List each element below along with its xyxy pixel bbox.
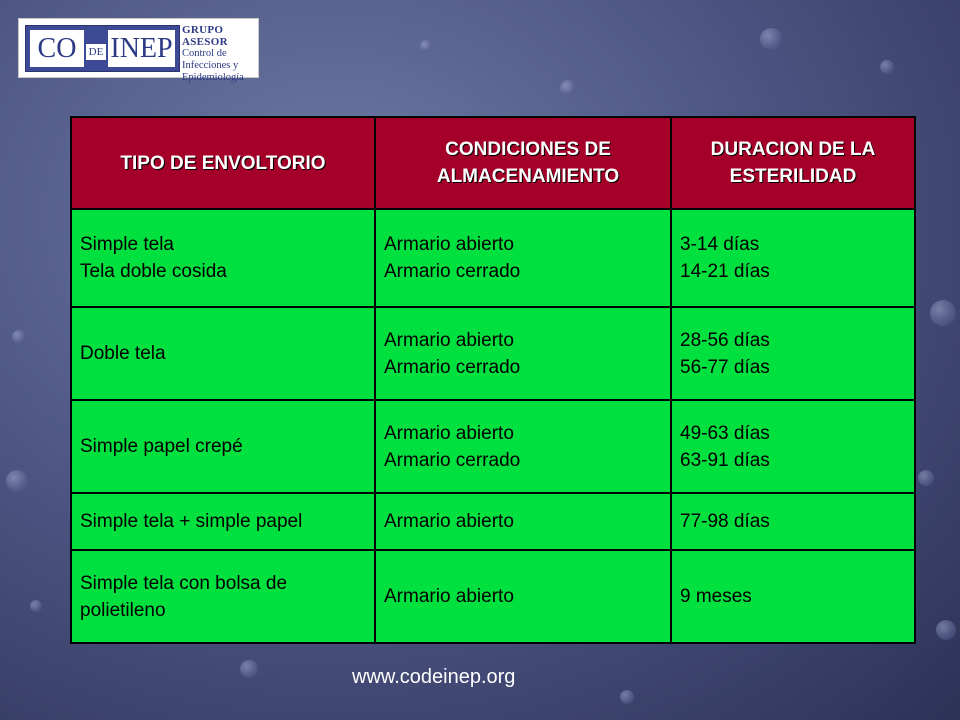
cell-line: Armario cerrado	[384, 261, 521, 282]
cell-condiciones	[375, 307, 671, 400]
cell-condiciones	[375, 209, 671, 307]
header-tipo: TIPO DE ENVOLTORIO	[71, 117, 375, 209]
cell-line: Armario abierto	[384, 511, 514, 532]
logo-line: Infecciones y	[182, 60, 239, 71]
background-dot	[240, 660, 258, 678]
background-dot	[560, 80, 576, 96]
background-dot	[918, 470, 934, 486]
background-dot	[880, 60, 894, 74]
cell-duracion	[671, 209, 915, 307]
cell-line: 3-14 días	[680, 234, 760, 255]
cell-tipo	[71, 307, 375, 400]
cell-condiciones	[375, 550, 671, 643]
background-dot	[12, 330, 26, 344]
cell-line: 63-91 días	[680, 449, 770, 471]
table-row	[71, 209, 915, 307]
cell-line: Armario abierto	[384, 329, 514, 351]
cell-line: Doble tela	[80, 343, 166, 364]
table-header-row	[71, 117, 915, 209]
cell-line: Armario abierto	[384, 422, 514, 444]
footer-url: www.codeinep.org	[352, 666, 516, 688]
table-row	[71, 400, 915, 493]
cell-line: Simple tela con bolsa de	[80, 572, 288, 594]
background-dot	[420, 40, 432, 52]
cell-tipo	[71, 550, 375, 643]
logo-co: CO	[30, 30, 84, 67]
background-dot	[760, 28, 782, 50]
cell-line: Simple tela + simple papel	[80, 511, 303, 532]
cell-line: Armario abierto	[384, 586, 514, 607]
background-dot	[930, 300, 956, 326]
logo-inep: INEP	[108, 30, 175, 67]
table-row	[71, 550, 915, 643]
logo-mark	[25, 25, 180, 72]
table-row	[71, 307, 915, 400]
cell-duracion	[671, 400, 915, 493]
cell-duracion	[671, 307, 915, 400]
cell-line: polietileno	[80, 599, 166, 621]
cell-tipo	[71, 209, 375, 307]
cell-line: 28-56 días	[680, 329, 770, 351]
cell-line: 77-98 días	[680, 511, 770, 532]
cell-line: 49-63 días	[680, 422, 770, 444]
cell-line: Simple tela	[80, 234, 174, 255]
background-dot	[620, 690, 634, 704]
cell-line: 56-77 días	[680, 356, 770, 378]
cell-line: 14-21 días	[680, 261, 770, 282]
cell-line: Armario cerrado	[384, 449, 521, 471]
cell-line: Armario cerrado	[384, 356, 521, 378]
table-row	[71, 493, 915, 550]
logo-de: DE	[86, 44, 106, 60]
cell-tipo	[71, 493, 375, 550]
header-duracion: DURACION DE LA ESTERILIDAD	[671, 117, 915, 209]
cell-condiciones	[375, 400, 671, 493]
logo-text	[182, 24, 258, 84]
background-dot	[936, 620, 956, 640]
cell-line: 9 meses	[680, 586, 752, 607]
background-dot	[30, 600, 42, 612]
cell-duracion	[671, 550, 915, 643]
logo-line: GRUPO ASESOR	[182, 24, 228, 48]
header-condiciones: CONDICIONES DE ALMACENAMIENTO	[375, 117, 671, 209]
cell-condiciones	[375, 493, 671, 550]
sterility-table	[70, 116, 916, 644]
cell-line: Tela doble cosida	[80, 261, 227, 282]
cell-tipo	[71, 400, 375, 493]
cell-duracion	[671, 493, 915, 550]
codeinep-logo	[18, 18, 259, 83]
background-dot	[6, 470, 28, 492]
cell-line: Armario abierto	[384, 234, 514, 255]
logo-line: Control de	[182, 48, 227, 59]
cell-line: Simple papel crepé	[80, 436, 243, 457]
logo-line: Epidemiología	[182, 72, 244, 83]
